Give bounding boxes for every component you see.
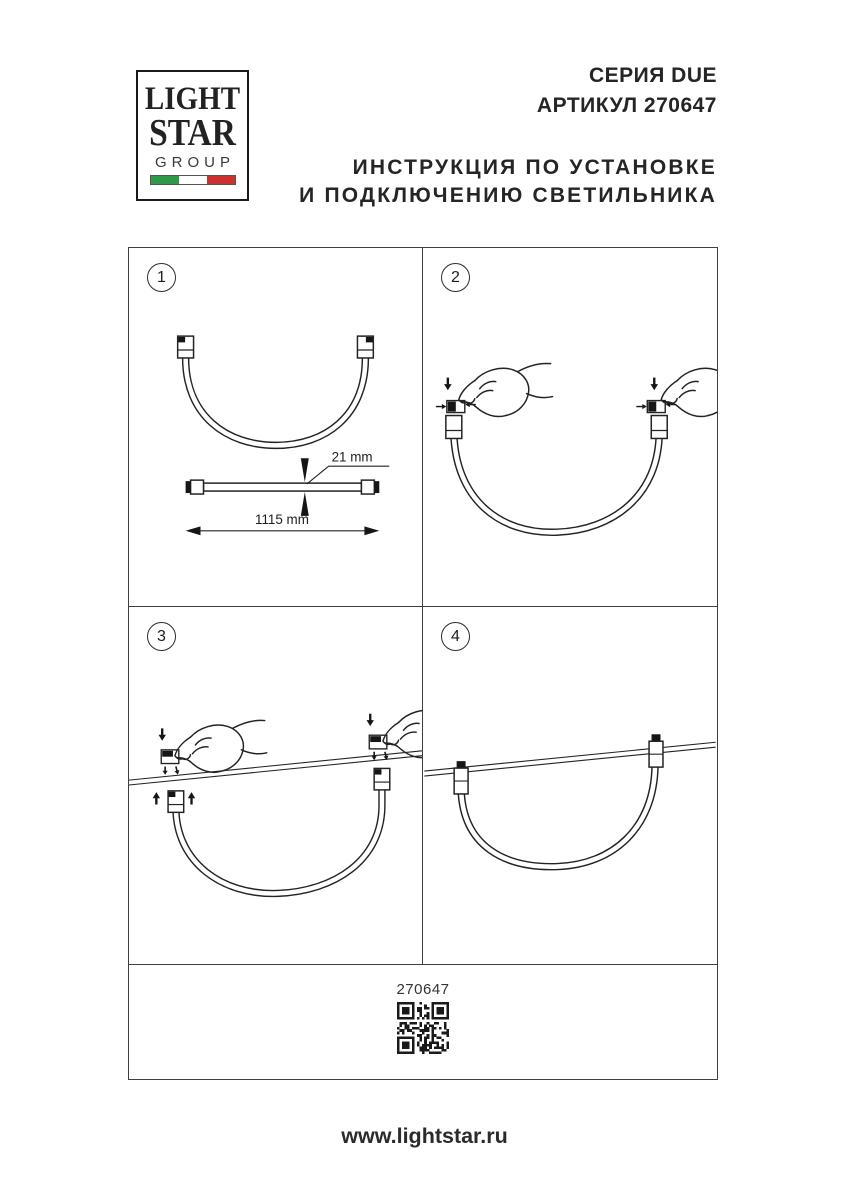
- article-number: 270647: [396, 981, 450, 998]
- step-number-2: 2: [441, 263, 470, 292]
- flex-lamp-drawing: [178, 336, 374, 445]
- length-dimension: [186, 512, 380, 535]
- lightstar-logo: [136, 70, 249, 201]
- lamp-end-cap: [374, 768, 390, 789]
- step-number-1: 1: [147, 263, 176, 292]
- up-arrow-icon: [153, 792, 160, 804]
- pinching-hand-icon: [661, 363, 717, 416]
- logo-word-light: LIGHT: [144, 81, 241, 117]
- logo-word-group: GROUP: [154, 154, 235, 172]
- italian-flag-icon: [150, 175, 236, 185]
- lamp-end-cap: [168, 791, 184, 812]
- lamp-end-cap: [178, 336, 194, 358]
- length-label: 1115 mm: [255, 511, 309, 527]
- down-arrow-icon: [158, 728, 165, 740]
- step-panel-1: [129, 248, 423, 607]
- pinching-hand-icon: [383, 706, 422, 758]
- step-panel-4: [423, 607, 717, 965]
- step1-drawing: [129, 248, 422, 606]
- pinching-hand-icon: [175, 720, 267, 772]
- thickness-label: 21 mm: [331, 449, 373, 465]
- step3-drawing: [129, 607, 422, 964]
- website-url: www.lightstar.ru: [341, 1124, 508, 1148]
- lamp-end-cap: [357, 336, 373, 358]
- pinching-hand-icon: [459, 363, 553, 416]
- down-arrow-icon: [444, 378, 452, 391]
- up-arrow-icon: [188, 792, 195, 804]
- lamp-end-cap: [446, 416, 462, 439]
- step4-drawing: [423, 607, 717, 964]
- down-arrow-icon: [650, 378, 658, 391]
- instruction-grid: [128, 247, 718, 1080]
- article-title: АРТИКУЛ 270647: [536, 93, 717, 117]
- step-panel-3: [129, 607, 423, 965]
- step-panel-2: [423, 248, 717, 607]
- down-arrow-icon: [173, 766, 180, 775]
- instruction-title-line1: ИНСТРУКЦИЯ ПО УСТАНОВКЕ: [352, 155, 717, 179]
- logo-word-star: STAR: [149, 112, 236, 155]
- step-number-3: 3: [147, 622, 176, 651]
- track-connector: [454, 761, 468, 794]
- instruction-title-line2: И ПОДКЛЮЧЕНИЮ СВЕТИЛЬНИКА: [299, 183, 717, 207]
- header-titles: [299, 61, 717, 210]
- step2-drawing: [423, 248, 717, 606]
- down-arrow-icon: [367, 714, 374, 726]
- down-arrow-icon: [163, 766, 168, 774]
- step-number-4: 4: [441, 622, 470, 651]
- lamp-side-view: [186, 449, 390, 535]
- thickness-marker-top: [301, 458, 309, 482]
- track-connector: [649, 734, 663, 767]
- lamp-end-cap: [651, 416, 667, 439]
- article-info-row: [129, 965, 717, 1079]
- series-title: СЕРИЯ DUE: [588, 64, 717, 87]
- qr-code: [397, 1002, 449, 1059]
